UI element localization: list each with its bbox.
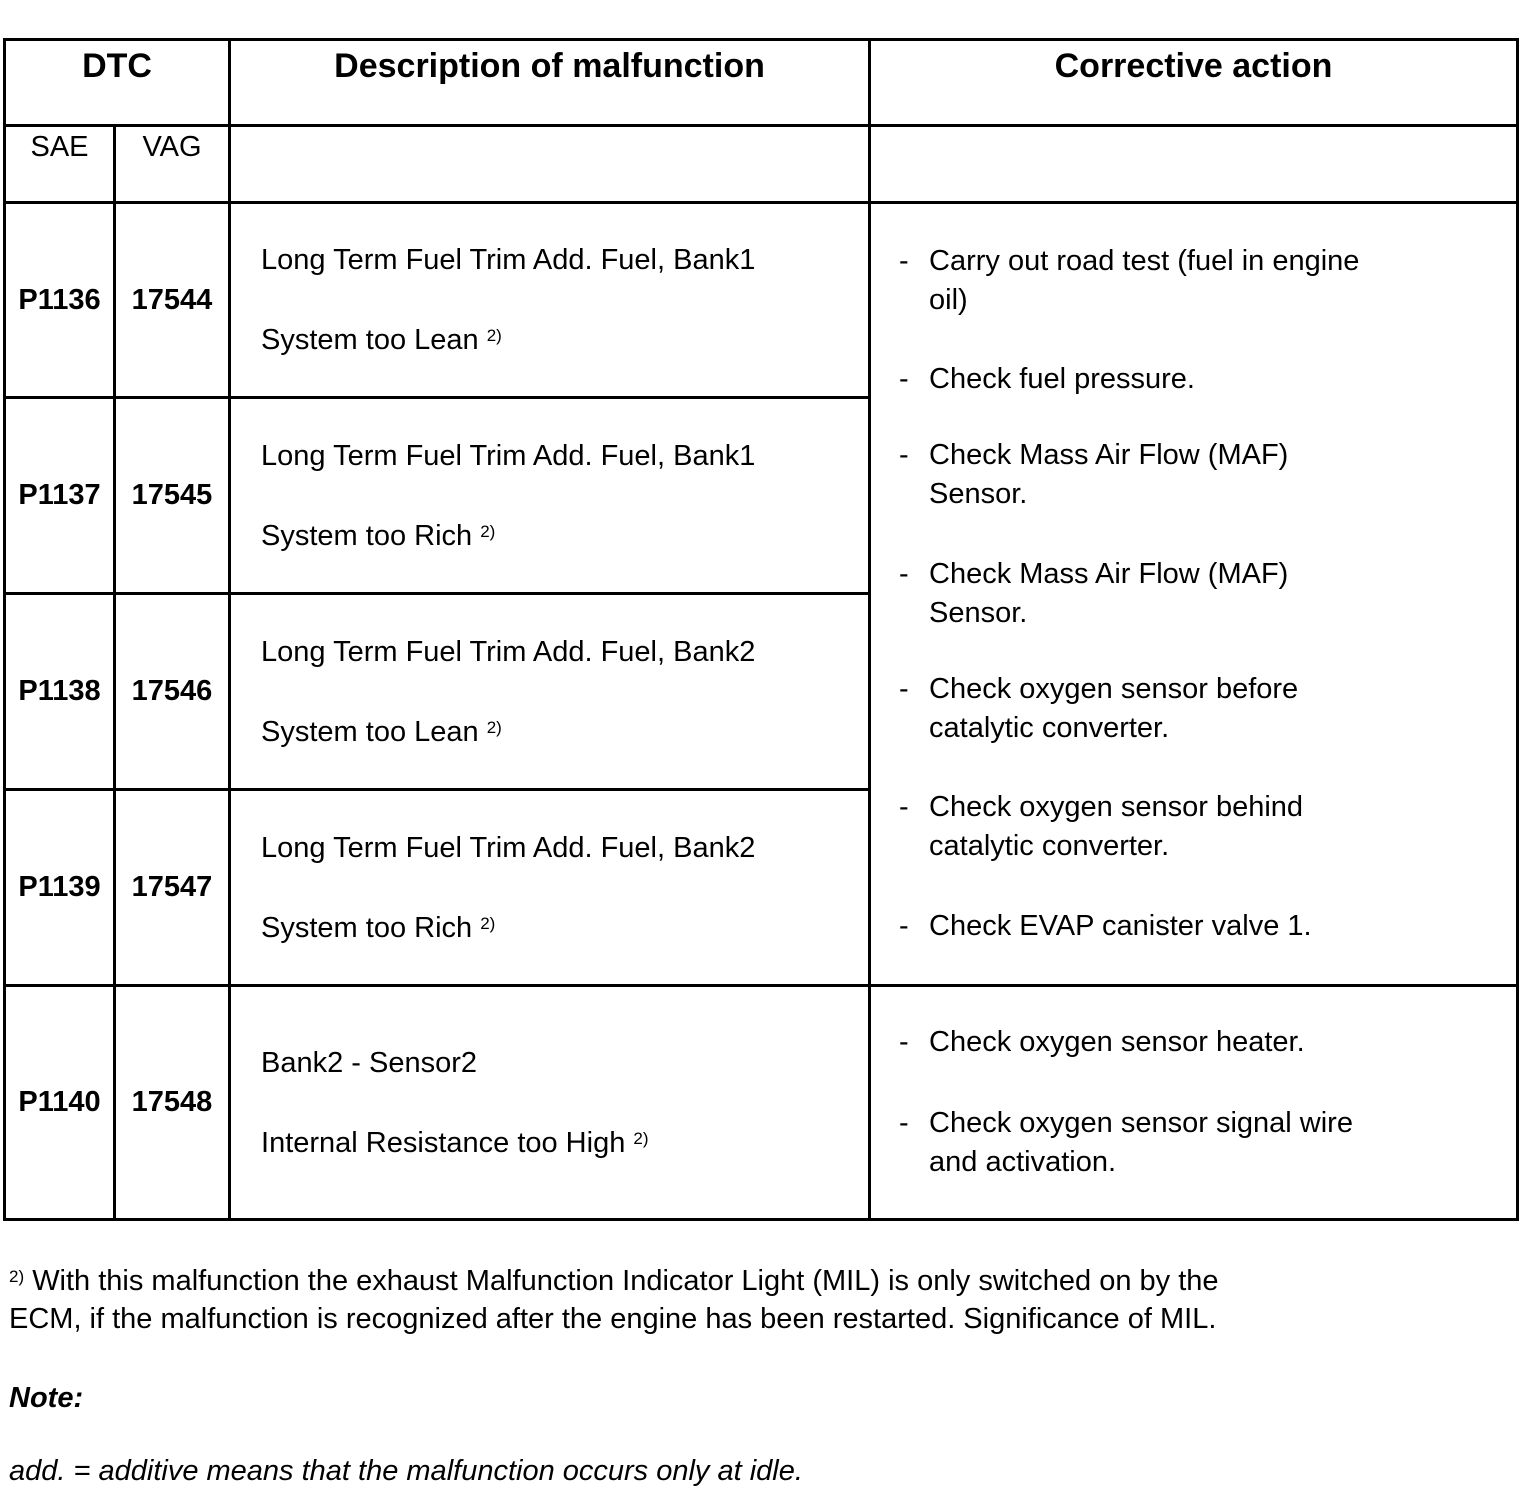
desc-line <box>261 1123 868 1163</box>
footnote-ref: 2) <box>486 326 502 345</box>
vag-code: 17548 <box>115 986 230 1220</box>
table-row <box>5 986 1518 1220</box>
desc-line <box>261 908 868 948</box>
desc-line: Long Term Fuel Trim Add. Fuel, Bank2 <box>261 635 756 668</box>
footnote-ref: 2) <box>480 521 496 541</box>
malfunction-description <box>230 594 870 790</box>
desc-line: Long Term Fuel Trim Add. Fuel, Bank1 <box>261 244 756 276</box>
malfunction-description <box>230 986 870 1220</box>
action-item: - Check oxygen sensor before catalytic converter. <box>871 670 1516 748</box>
footnote-ref: 2) <box>486 717 502 737</box>
desc-line: Long Term Fuel Trim Add. Fuel, Bank2 <box>261 831 756 864</box>
table-row <box>5 203 1518 398</box>
empty-cell <box>870 126 1518 203</box>
action-item: - Check EVAP canister valve 1. <box>871 907 1516 946</box>
dtc-table <box>3 38 1519 1221</box>
note-label: Note: <box>9 1382 84 1414</box>
action-item: - Check oxygen sensor signal wire and activation. <box>871 1104 1516 1182</box>
dtc-header: DTC <box>5 40 230 126</box>
desc-text: System too Lean <box>261 715 479 748</box>
footnote-ref: 2) <box>633 1128 649 1148</box>
sae-code: P1136 <box>5 203 115 398</box>
corrective-actions <box>870 986 1518 1220</box>
footnote-line1: With this malfunction the exhaust Malfunction Indicator Light (MIL) is only switched on by the <box>32 1265 1219 1297</box>
action-item: - Check Mass Air Flow (MAF) Sensor. <box>871 555 1516 633</box>
footnote-marker: 2) <box>9 1267 25 1286</box>
action-item: - Check oxygen sensor heater. <box>871 1023 1516 1062</box>
vag-header: VAG <box>115 126 230 203</box>
corrective-actions <box>870 203 1518 986</box>
sae-code: P1137 <box>5 398 115 594</box>
sae-code: P1140 <box>5 986 115 1220</box>
vag-code: 17544 <box>115 203 230 398</box>
sae-code: P1138 <box>5 594 115 790</box>
footnote-ref: 2) <box>480 913 496 933</box>
malfunction-description <box>230 398 870 594</box>
note-text: add. = additive means that the malfunction occurs only at idle. <box>9 1455 803 1487</box>
vag-code: 17545 <box>115 398 230 594</box>
empty-cell <box>230 126 870 203</box>
malfunction-description <box>230 790 870 986</box>
desc-line <box>261 712 868 752</box>
action-item: - Check Mass Air Flow (MAF) Sensor. <box>871 436 1516 514</box>
footnote-line2: ECM, if the malfunction is recognized after the engine has been restarted. Significance of MIL. <box>9 1303 1217 1335</box>
desc-text: Internal Resistance too High <box>261 1126 626 1159</box>
corrective-header: Corrective action <box>870 40 1518 126</box>
desc-line: Long Term Fuel Trim Add. Fuel, Bank1 <box>261 439 756 472</box>
malfunction-description <box>230 203 870 398</box>
description-header: Description of malfunction <box>230 40 870 126</box>
desc-line <box>261 320 868 360</box>
sae-code: P1139 <box>5 790 115 986</box>
vag-code: 17546 <box>115 594 230 790</box>
desc-text: System too Lean <box>261 324 479 356</box>
sae-header: SAE <box>5 126 115 203</box>
desc-line <box>261 516 868 556</box>
action-item: - Check oxygen sensor behind catalytic converter. <box>871 788 1516 866</box>
footnote <box>9 1262 1409 1338</box>
desc-text: System too Rich <box>261 519 473 552</box>
desc-text: System too Rich <box>261 911 473 944</box>
action-item: - Check fuel pressure. <box>871 360 1516 399</box>
desc-line: Bank2 - Sensor2 <box>261 1046 478 1079</box>
vag-code: 17547 <box>115 790 230 986</box>
action-item: - Carry out road test (fuel in engine oil) <box>871 242 1516 320</box>
